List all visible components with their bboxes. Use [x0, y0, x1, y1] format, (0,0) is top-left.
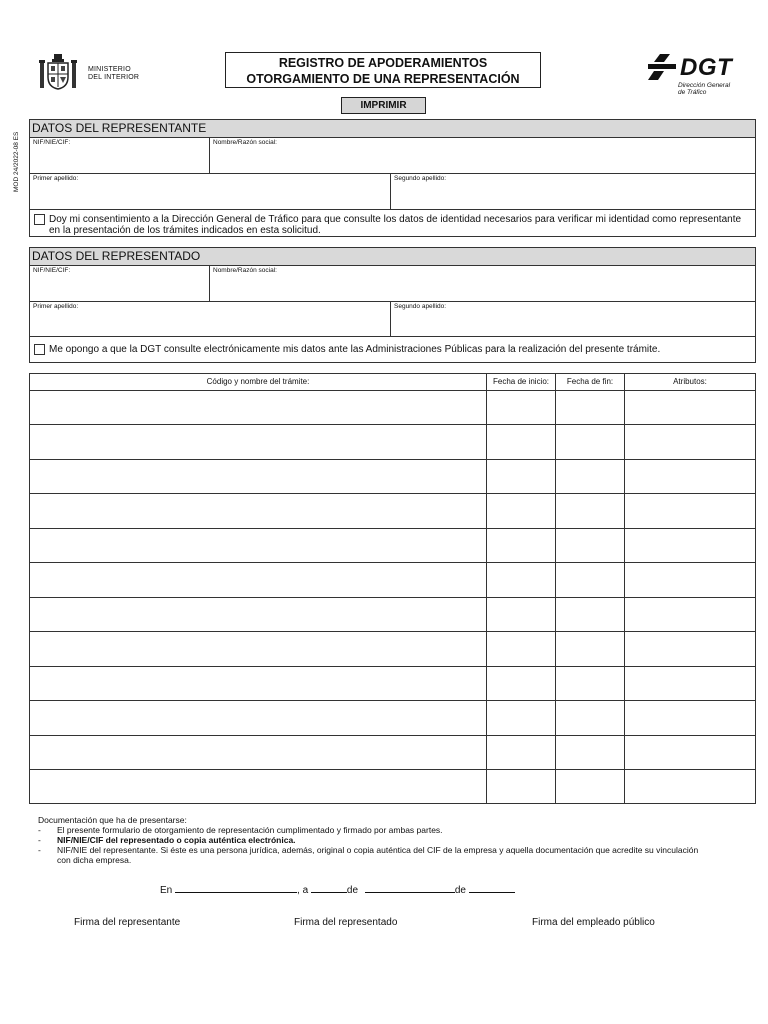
tramite-end-date-field[interactable]: [556, 425, 625, 459]
representante-nif-field[interactable]: [30, 138, 210, 173]
tramite-start-date-field[interactable]: [487, 425, 556, 459]
tramite-attributes-field[interactable]: [625, 736, 755, 769]
representante-apellido1-label: Primer apellido:: [33, 175, 79, 182]
tramite-row: [30, 632, 755, 667]
docs-item-3: NIF/NIE del representante. Si éste es una persona jurídica, además, original o copia auténtica del CIF de la empresa y aquella documentación que acredite su vinculación con dicha empresa.: [57, 845, 699, 865]
tramite-name-field[interactable]: [30, 460, 487, 493]
tramite-attributes-field[interactable]: [625, 460, 755, 493]
tramite-name-field[interactable]: [30, 391, 487, 424]
col-atributos-header: Atributos:: [673, 377, 707, 386]
tramite-name-field[interactable]: [30, 701, 487, 735]
representado-section: [29, 247, 756, 363]
docs-item-1: El presente formulario de otorgamiento de representación cumplimentado y firmado por ambas partes.: [57, 825, 443, 835]
representante-section: [29, 119, 756, 237]
oppose-checkbox[interactable]: [34, 344, 45, 355]
tramite-attributes-field[interactable]: [625, 391, 755, 424]
tramite-row: [30, 425, 755, 460]
tramite-attributes-field[interactable]: [625, 425, 755, 459]
consent-checkbox[interactable]: [34, 214, 45, 225]
tramite-attributes-field[interactable]: [625, 667, 755, 700]
tramite-row: [30, 391, 755, 425]
tramite-name-field[interactable]: [30, 425, 487, 459]
representado-apellido1-label: Primer apellido:: [33, 303, 79, 310]
title-line2: OTORGAMIENTO DE UNA REPRESENTACIÓN: [246, 72, 520, 86]
signature-representado: Firma del representado: [294, 917, 398, 928]
docs-heading: Documentación que ha de presentarse:: [38, 815, 187, 825]
form-code: [13, 120, 27, 192]
tramite-name-field[interactable]: [30, 598, 487, 631]
dgt-sub1: Dirección General: [678, 82, 731, 89]
tramite-attributes-field[interactable]: [625, 632, 755, 666]
tramite-name-field[interactable]: [30, 632, 487, 666]
representado-nif-field[interactable]: [30, 266, 210, 301]
tramites-table: [29, 373, 756, 804]
tramite-end-date-field[interactable]: [556, 770, 625, 803]
ministry-line2: DEL INTERIOR: [88, 74, 140, 81]
tramite-name-field[interactable]: [30, 563, 487, 597]
representante-nif-label: NIF/NIE/CIF:: [33, 139, 71, 146]
ministry-logo: [38, 52, 148, 92]
tramite-attributes-field[interactable]: [625, 563, 755, 597]
title-line1: REGISTRO DE APODERAMIENTOS: [278, 56, 488, 70]
place-city-field[interactable]: [175, 882, 297, 893]
tramites-header: [30, 374, 755, 391]
tramite-attributes-field[interactable]: [625, 529, 755, 562]
tramite-end-date-field[interactable]: [556, 736, 625, 769]
tramite-start-date-field[interactable]: [487, 391, 556, 424]
place-a-label: , a: [297, 885, 309, 896]
tramite-end-date-field[interactable]: [556, 563, 625, 597]
dgt-logo: [646, 52, 746, 96]
tramite-name-field[interactable]: [30, 736, 487, 769]
date-day-field[interactable]: [311, 882, 347, 893]
tramite-end-date-field[interactable]: [556, 460, 625, 493]
consent-row: [30, 210, 755, 240]
representante-apellido1-field[interactable]: [30, 174, 391, 209]
ministry-line1: MINISTERIO: [88, 66, 131, 73]
tramite-start-date-field[interactable]: [487, 667, 556, 700]
documentation-block: [38, 815, 738, 865]
tramite-row: [30, 529, 755, 563]
docs-item: - El presente formulario de otorgamiento de representación cumplimentado y firmado por ambas partes.: [38, 825, 443, 835]
date-year-field[interactable]: [469, 882, 515, 893]
place-date-line: [160, 882, 515, 896]
representado-nif-label: NIF/NIE/CIF:: [33, 267, 71, 274]
col-inicio-header: Fecha de inicio:: [487, 374, 556, 390]
tramite-start-date-field[interactable]: [487, 563, 556, 597]
tramite-row: [30, 494, 755, 529]
form-code-text: MOD 24/2022-08 ES: [13, 131, 20, 192]
tramite-end-date-field[interactable]: [556, 391, 625, 424]
tramite-end-date-field[interactable]: [556, 494, 625, 528]
dgt-logo-text: DGT: [680, 54, 733, 81]
tramite-row: [30, 701, 755, 736]
tramite-end-date-field[interactable]: [556, 632, 625, 666]
print-button[interactable]: IMPRIMIR: [341, 97, 426, 114]
place-en-label: En: [160, 885, 173, 896]
col-fin-header: Fecha de fin:: [556, 374, 625, 390]
tramite-row: [30, 770, 755, 803]
docs-item-2: NIF/NIE/CIF del representado o copia auténtica electrónica.: [57, 835, 296, 845]
oppose-row: [30, 337, 755, 359]
place-de2-label: de: [454, 885, 466, 896]
dgt-sub2: de Tráfico: [678, 89, 707, 96]
tramite-attributes-field[interactable]: [625, 701, 755, 735]
representante-apellido2-label: Segundo apellido:: [394, 175, 447, 182]
tramite-attributes-field[interactable]: [625, 494, 755, 528]
tramite-start-date-field[interactable]: [487, 770, 556, 803]
date-month-field[interactable]: [365, 882, 455, 893]
tramite-end-date-field[interactable]: [556, 529, 625, 562]
tramite-row: [30, 736, 755, 770]
tramites-body: [30, 391, 755, 803]
tramite-start-date-field[interactable]: [487, 494, 556, 528]
docs-item: - NIF/NIE/CIF del representado o copia auténtica electrónica.: [38, 835, 296, 845]
tramite-end-date-field[interactable]: [556, 598, 625, 631]
tramite-row: [30, 598, 755, 632]
representado-nombre-field[interactable]: [210, 266, 755, 301]
docs-item: - NIF/NIE del representante. Si éste es una persona jurídica, además, original o copia auténtica del CIF de la empresa y aquella documentación que acredite su vinculación con dicha empresa.: [38, 845, 738, 865]
tramite-attributes-field[interactable]: [625, 598, 755, 631]
signature-empleado: Firma del empleado público: [532, 917, 655, 928]
tramite-start-date-field[interactable]: [487, 529, 556, 562]
representado-apellido2-label: Segundo apellido:: [394, 303, 447, 310]
consent-text: Doy mi consentimiento a la Dirección General de Tráfico para que consulte los datos de identidad necesarios para verificar mi identidad como representante en la presentación de los trámites indicados en esta solicitud.: [49, 214, 742, 236]
tramite-name-field[interactable]: [30, 770, 487, 803]
representante-apellido2-field[interactable]: [391, 174, 755, 209]
representado-apellido1-field[interactable]: [30, 302, 391, 336]
representado-apellido2-field[interactable]: [391, 302, 755, 336]
tramite-row: [30, 667, 755, 701]
tramite-name-field[interactable]: [30, 667, 487, 700]
representante-heading: DATOS DEL REPRESENTANTE: [30, 120, 755, 138]
representado-heading: DATOS DEL REPRESENTADO: [30, 248, 755, 266]
tramite-row: [30, 563, 755, 598]
signature-representante: Firma del representante: [74, 917, 181, 928]
tramite-name-field[interactable]: [30, 529, 487, 562]
oppose-text: Me opongo a que la DGT consulte electrónicamente mis datos ante las Administraciones Públicas para la realización del presente trámite.: [49, 344, 661, 355]
tramite-start-date-field[interactable]: [487, 701, 556, 735]
place-de1-label: de: [346, 885, 359, 896]
tramite-attributes-field[interactable]: [625, 770, 755, 803]
tramite-start-date-field[interactable]: [487, 460, 556, 493]
representado-nombre-label: Nombre/Razón social:: [213, 267, 277, 274]
col-tramite-header: Código y nombre del trámite:: [30, 374, 487, 390]
tramite-start-date-field[interactable]: [487, 598, 556, 631]
tramite-end-date-field[interactable]: [556, 701, 625, 735]
representante-nombre-label: Nombre/Razón social:: [213, 139, 277, 146]
tramite-start-date-field[interactable]: [487, 632, 556, 666]
form-title: [225, 52, 541, 88]
tramite-row: [30, 460, 755, 494]
tramite-end-date-field[interactable]: [556, 667, 625, 700]
representante-nombre-field[interactable]: [210, 138, 755, 173]
tramite-start-date-field[interactable]: [487, 736, 556, 769]
coat-of-arms-icon: [38, 52, 78, 92]
tramite-name-field[interactable]: [30, 494, 487, 528]
